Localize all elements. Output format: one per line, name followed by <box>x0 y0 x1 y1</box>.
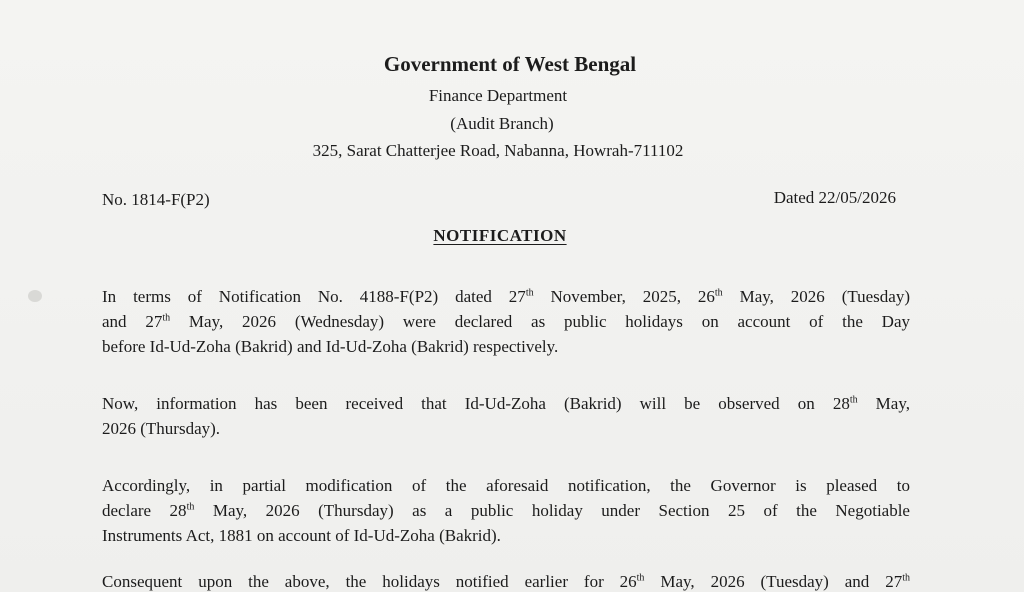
text-span: May, <box>857 394 910 413</box>
paragraph-1 <box>102 284 910 359</box>
text-span: November, 2025, 26 <box>533 287 715 306</box>
government-title: Government of West Bengal <box>383 52 637 76</box>
paragraph-4-line-1 <box>102 569 910 592</box>
text-span: May, 2026 (Tuesday) and 27 <box>644 572 903 591</box>
ordinal-suffix: th <box>849 394 858 406</box>
text-span: May, 2026 (Tuesday) <box>722 287 911 306</box>
text-span: In terms of Notification No. 4188-F(P2) dated 27 <box>102 287 526 306</box>
paragraph-3-line-1: Accordingly, in partial modification of the aforesaid notification, the Governor is pleased to <box>102 476 910 495</box>
branch-name: (Audit Branch) <box>450 114 554 133</box>
paragraph-1-line-2 <box>102 309 910 334</box>
ordinal-suffix: th <box>525 287 534 299</box>
ordinal-suffix: th <box>714 287 723 299</box>
text-span: Consequent upon the above, the holidays notified earlier for 26 <box>102 572 637 591</box>
paragraph-3-line-3: Instruments Act, 1881 on account of Id-Ud-Zoha (Bakrid). <box>102 526 501 545</box>
scan-speck <box>28 290 42 302</box>
paragraph-2-line-2: 2026 (Thursday). <box>102 419 221 438</box>
notification-date: Dated 22/05/2026 <box>773 188 896 207</box>
text-span: and 27 <box>102 312 163 331</box>
text-span: May, 2026 (Wednesday) were declared as public holidays on account of the Day <box>170 312 910 331</box>
paragraph-1-line-1 <box>102 284 910 309</box>
notification-heading <box>0 226 1024 246</box>
office-address: 325, Sarat Chatterjee Road, Nabanna, Howrah-711102 <box>312 141 684 160</box>
paragraph-1-line-3: before Id-Ud-Zoha (Bakrid) and Id-Ud-Zoha (Bakrid) respectively. <box>102 337 559 356</box>
paragraph-3 <box>102 473 910 548</box>
text-span: declare 28 <box>102 501 187 520</box>
text-span: May, 2026 (Thursday) as a public holiday under Section 25 of the Negotiable <box>194 501 910 520</box>
ordinal-suffix: th <box>902 572 910 584</box>
notification-number: No. 1814-F(P2) <box>102 190 210 209</box>
ordinal-suffix: th <box>162 312 171 324</box>
text-span: Now, information has been received that Id-Ud-Zoha (Bakrid) will be observed on 28 <box>102 394 850 413</box>
paragraph-2-line-1 <box>102 391 910 416</box>
department-name: Finance Department <box>428 86 568 105</box>
ordinal-suffix: th <box>186 501 195 513</box>
paragraph-2 <box>102 391 910 441</box>
ordinal-suffix: th <box>636 572 645 584</box>
notification-heading-text: NOTIFICATION <box>433 226 567 245</box>
paragraph-3-line-2 <box>102 498 910 523</box>
paragraph-4 <box>102 569 910 592</box>
